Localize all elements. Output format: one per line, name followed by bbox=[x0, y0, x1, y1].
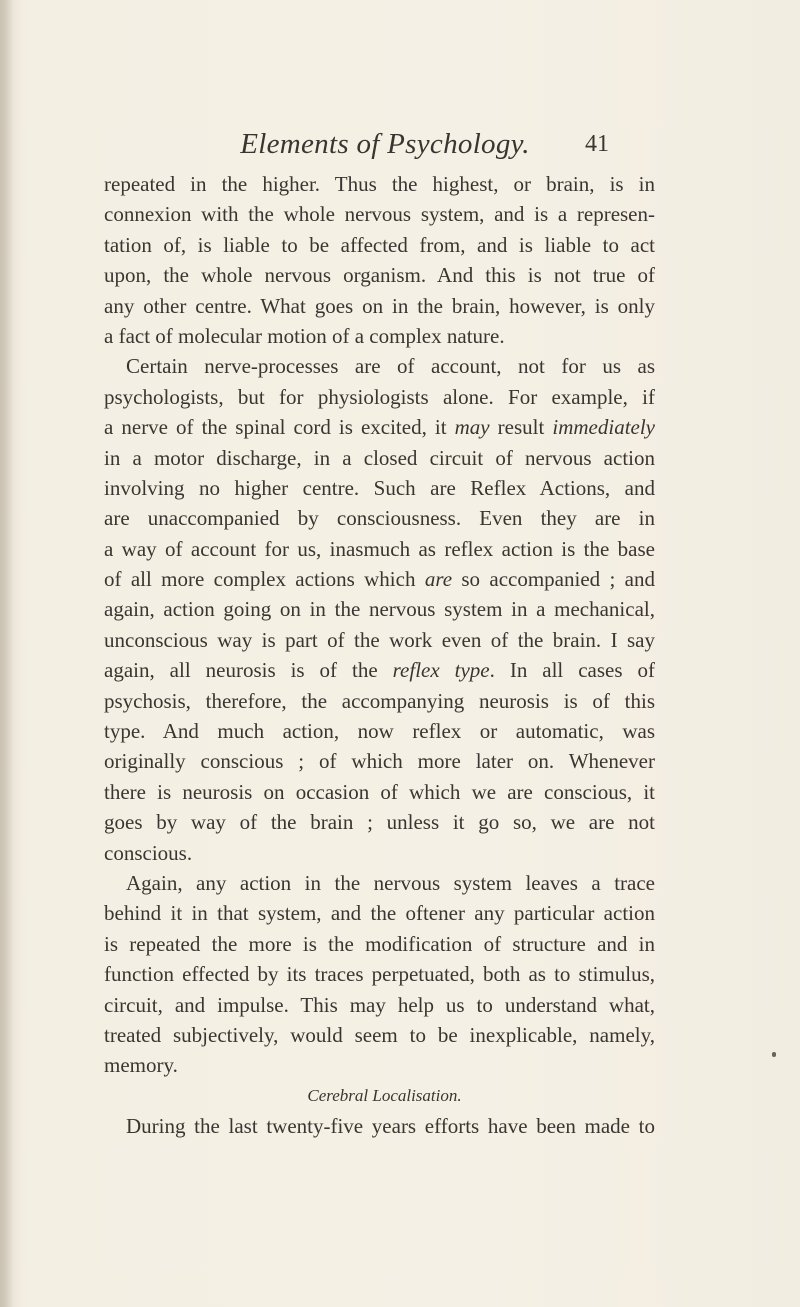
text-line: conscious. bbox=[104, 840, 193, 865]
text-line: memory. bbox=[104, 1053, 178, 1078]
section-heading: Cerebral Localisation. bbox=[307, 1085, 462, 1105]
text-line: are unaccompanied by consciousness. Even they are in bbox=[104, 506, 655, 531]
text-line: again, all neurosis is of the reflex type. In all cases of bbox=[104, 658, 655, 683]
gutter-shadow bbox=[0, 0, 14, 1307]
paragraph-2 bbox=[104, 351, 655, 868]
italic-may: may bbox=[454, 415, 490, 440]
text-line: Certain nerve-processes are of account, not for us as bbox=[126, 354, 655, 379]
text-line: connexion with the whole nervous system, and is a represen- bbox=[104, 202, 655, 227]
text-line: involving no higher centre. Such are Reflex Actions, and bbox=[104, 475, 655, 500]
text-line: again, action going on in the nervous system in a mechanical, bbox=[104, 597, 655, 622]
text-line: upon, the whole nervous organism. And this is not true of bbox=[104, 263, 655, 288]
paragraph-1 bbox=[104, 169, 655, 351]
paragraph-4 bbox=[104, 1111, 655, 1141]
text-line: originally conscious ; of which more later on. Whenever bbox=[104, 749, 655, 774]
text-line: unconscious way is part of the work even of the brain. I say bbox=[104, 627, 655, 652]
text-line: tation of, is liable to be affected from, and is liable to act bbox=[104, 232, 655, 257]
text-line: type. And much action, now reflex or automatic, was bbox=[104, 719, 655, 744]
text-line: circuit, and impulse. This may help us to understand what, bbox=[104, 992, 655, 1017]
italic-are: are bbox=[424, 567, 453, 592]
text-line: psychologists, but for physiologists alone. For example, if bbox=[104, 384, 655, 409]
text-line: there is neurosis on occasion of which we are conscious, it bbox=[104, 779, 655, 804]
text-line: behind it in that system, and the oftener any particular action bbox=[104, 901, 655, 926]
paragraph-3 bbox=[104, 868, 655, 1081]
text-line: a fact of molecular motion of a complex nature. bbox=[104, 323, 505, 348]
text-line: repeated in the higher. Thus the highest, or brain, is in bbox=[104, 172, 655, 196]
text-line: a nerve of the spinal cord is excited, it may result immediately bbox=[104, 415, 656, 440]
text-line: treated subjectively, would seem to be inexplicable, namely, bbox=[104, 1022, 655, 1047]
text-line: in a motor discharge, in a closed circuit of nervous action bbox=[104, 445, 655, 470]
text-line: goes by way of the brain ; unless it go so, we are not bbox=[104, 810, 655, 835]
italic-reflex-type: reflex type bbox=[392, 658, 490, 683]
page-number: 41 bbox=[585, 131, 609, 157]
text-line: of all more complex actions which are so accompanied ; and bbox=[104, 567, 656, 592]
text-line: psychosis, therefore, the accompanying neurosis is of this bbox=[104, 688, 655, 713]
text-line: During the last twenty-five years efforts have been made to bbox=[126, 1114, 655, 1139]
text-line: any other centre. What goes on in the brain, however, is only bbox=[104, 293, 655, 318]
body-text bbox=[104, 169, 655, 1142]
text-line: Again, any action in the nervous system leaves a trace bbox=[126, 870, 655, 895]
text-line: function effected by its traces perpetuated, both as to stimulus, bbox=[104, 962, 655, 987]
text-line: a way of account for us, inasmuch as reflex action is the base bbox=[104, 536, 655, 561]
italic-immediately: immediately bbox=[552, 415, 656, 440]
running-head: Elements of Psychology. bbox=[240, 128, 530, 160]
text-line: is repeated the more is the modification of structure and in bbox=[104, 931, 655, 956]
paper-speck bbox=[772, 1052, 776, 1057]
